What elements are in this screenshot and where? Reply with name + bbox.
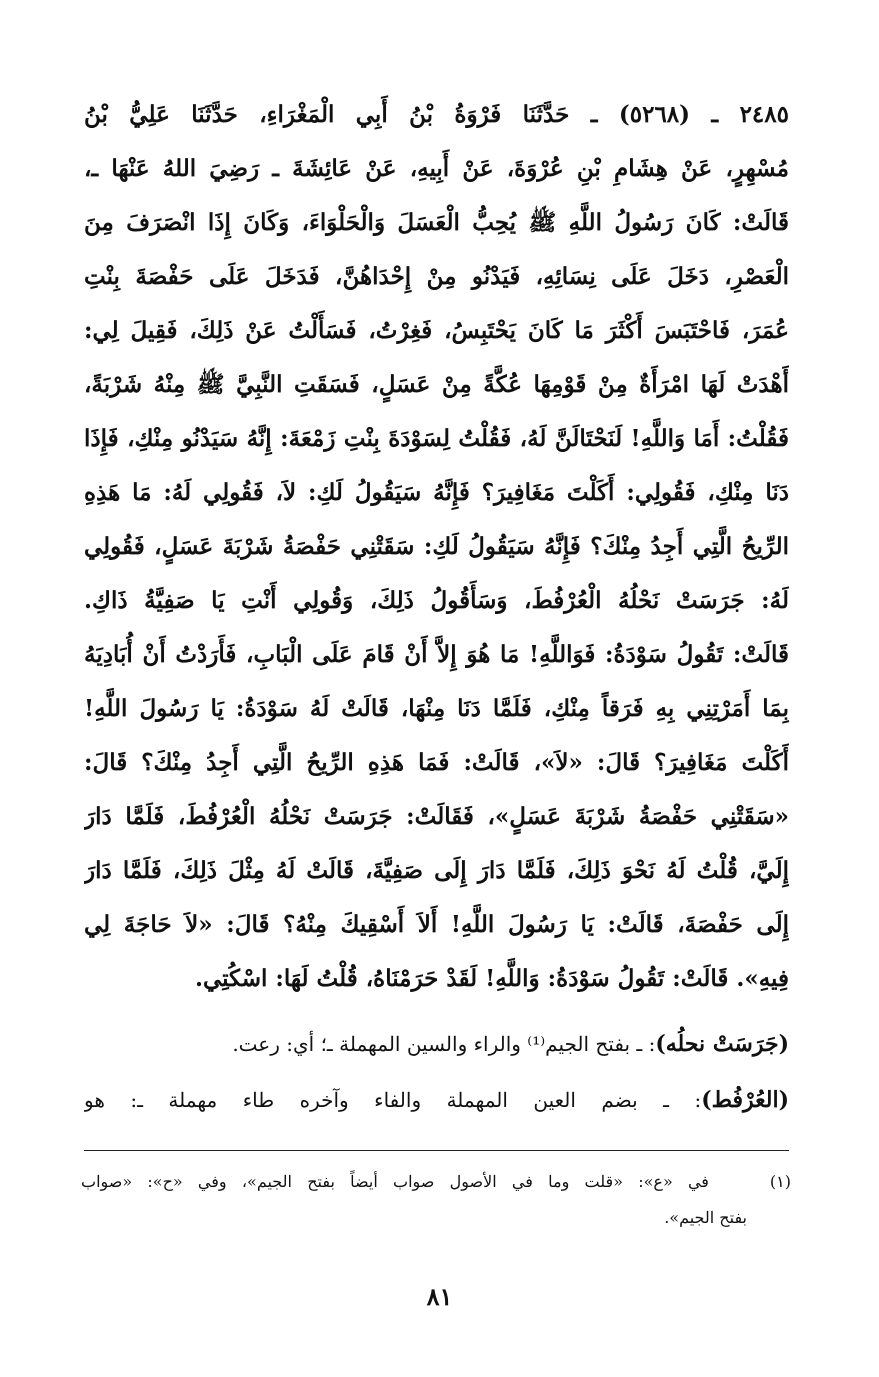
hadith-line: فِيهِ». قَالَتْ: تَقُولُ سَوْدَةُ: وَاللَّهِ! لَقَدْ حَرَمْنَاهُ، قُلْتُ لَهَا: اسْكُتِي.	[194, 965, 789, 992]
glossary-entry	[84, 1020, 789, 1068]
glossary-entry	[84, 1076, 789, 1124]
hadith-line: أَكَلْتَ مَغَافِيرَ؟ قَالَ: «لاَ»، قَالَتْ: فَمَا هَذِهِ الرِّيحُ الَّتِي أَجِدُ مِنْكَ؟ قَالَ:	[84, 749, 789, 776]
hadith-line: فَقُلْتُ: أَمَا وَاللَّهِ! لَنَحْتَالَنَّ لَهُ، فَقُلْتُ لِسَوْدَةَ بِنْتِ زَمْعَةَ: إِنَّهُ سَيَدْنُو مِنْكِ، فَإِذَا	[84, 425, 789, 452]
glossary-term: (جَرَسَتْ نحلُه)	[655, 1031, 789, 1057]
footnote-line	[81, 1164, 791, 1200]
hadith-line: الْعَصْرِ، دَخَلَ عَلَى نِسَائِهِ، فَيَدْنُو مِنْ إِحْدَاهُنَّ، فَدَخَلَ عَلَى حَفْصَةَ بِنْتِ	[84, 263, 789, 290]
hadith-text	[84, 88, 789, 1006]
hadith-line: قَالَتْ: كَانَ رَسُولُ اللَّهِ ﷺ يُحِبُّ الْعَسَلَ وَالْحَلْوَاءَ، وَكَانَ إِذَا انْصَرَفَ مِنَ	[84, 209, 789, 236]
footnote-line: بفتح الجيم».	[664, 1208, 747, 1227]
footnote	[81, 1164, 791, 1236]
hadith-line: أَهْدَتْ لَهَا امْرَأَةٌ مِنْ قَوْمِهَا عُكَّةً مِنْ عَسَلٍ، فَسَقَتِ النَّبِيَّ ﷺ مِنْهُ شَرْبَةً،	[84, 371, 789, 398]
hadith-line: إِلَيَّ، قُلْتُ لَهُ نَحْوَ ذَلِكَ، فَلَمَّا دَارَ إِلَى صَفِيَّةَ، قَالَتْ لَهُ مِثْلَ ذَلِكَ، فَلَمَّا دَارَ	[84, 857, 789, 884]
hadith-line: قَالَتْ: تَقُولُ سَوْدَةُ: فَوَاللَّهِ! مَا هُوَ إِلاَّ أَنْ قَامَ عَلَى الْبَابِ، فَأَرَدْتُ أَنْ أُبَادِيَهُ	[84, 641, 789, 668]
hadith-line: ٢٤٨٥ ـ (٥٢٦٨) ـ حَدَّثَنَا فَرْوَةُ بْنُ أَبِي الْمَغْرَاءِ، حَدَّثَنَا عَلِيُّ بْنُ	[84, 101, 789, 128]
footnote-divider	[84, 1150, 789, 1151]
hadith-line: بِمَا أَمَرْتِنِي بِهِ فَرَقاً مِنْكِ، فَلَمَّا دَنَا مِنْهَا، قَالَتْ لَهُ سَوْدَةُ: يَا رَسُولَ اللَّهِ!	[84, 695, 789, 722]
page-number: ٨١	[426, 1282, 453, 1311]
glossary-definition: : ـ بفتح الجيم⁽¹⁾ والراء والسين المهملة ـ؛ أي: رعت.	[232, 1032, 656, 1056]
hadith-line: عُمَرَ، فَاحْتَبَسَ أَكْثَرَ مَا كَانَ يَحْتَبِسُ، فَغِرْتُ، فَسَأَلْتُ عَنْ ذَلِكَ، فَقِيلَ لِي:	[84, 317, 789, 344]
hadith-line: مُسْهِرٍ، عَنْ هِشَامِ بْنِ عُرْوَةَ، عَنْ أَبِيهِ، عَنْ عَائِشَةَ ـ رَضِيَ اللهُ عَنْهَا ـ،	[84, 155, 789, 182]
glossary-definition: : ـ بضم العين المهملة والفاء وآخره طاء مهملة ـ: هو	[84, 1088, 702, 1112]
footnote-marker: (١)	[769, 1172, 791, 1191]
hadith-line: لَهُ: جَرَسَتْ نَحْلُهُ الْعُرْفُطَ، وَسَأَقُولُ ذَلِكَ، وَقُولِي أَنْتِ يَا صَفِيَّةُ ذَاكِ.	[84, 587, 789, 614]
hadith-line: «سَقَتْنِي حَفْصَةُ شَرْبَةَ عَسَلٍ»، فَقَالَتْ: جَرَسَتْ نَحْلُهُ الْعُرْفُطَ، فَلَمَّا دَارَ	[84, 803, 789, 830]
hadith-line: دَنَا مِنْكِ، فَقُولِي: أَكَلْتَ مَغَافِيرَ؟ فَإِنَّهُ سَيَقُولُ لَكِ: لاَ، فَقُولِي لَهُ: مَا هَذِهِ	[84, 479, 789, 506]
hadith-line: إِلَى حَفْصَةَ، قَالَتْ: يَا رَسُولَ اللَّهِ! أَلاَ أَسْقِيكَ مِنْهُ؟ قَالَ: «لاَ حَاجَةَ لِي	[84, 911, 789, 938]
footnote-text: في «ع»: «قلت وما في الأصول صواب أيضاً بفتح الجيم»، وفي «ح»: «صواب	[81, 1172, 709, 1191]
glossary-term: (العُرْفُط)	[701, 1087, 789, 1113]
hadith-line: الرِّيحُ الَّتِي أَجِدُ مِنْكَ؟ فَإِنَّهُ سَيَقُولُ لَكِ: سَقَتْنِي حَفْصَةُ شَرْبَةَ عَسَلٍ، فَقُولِي	[84, 533, 789, 560]
